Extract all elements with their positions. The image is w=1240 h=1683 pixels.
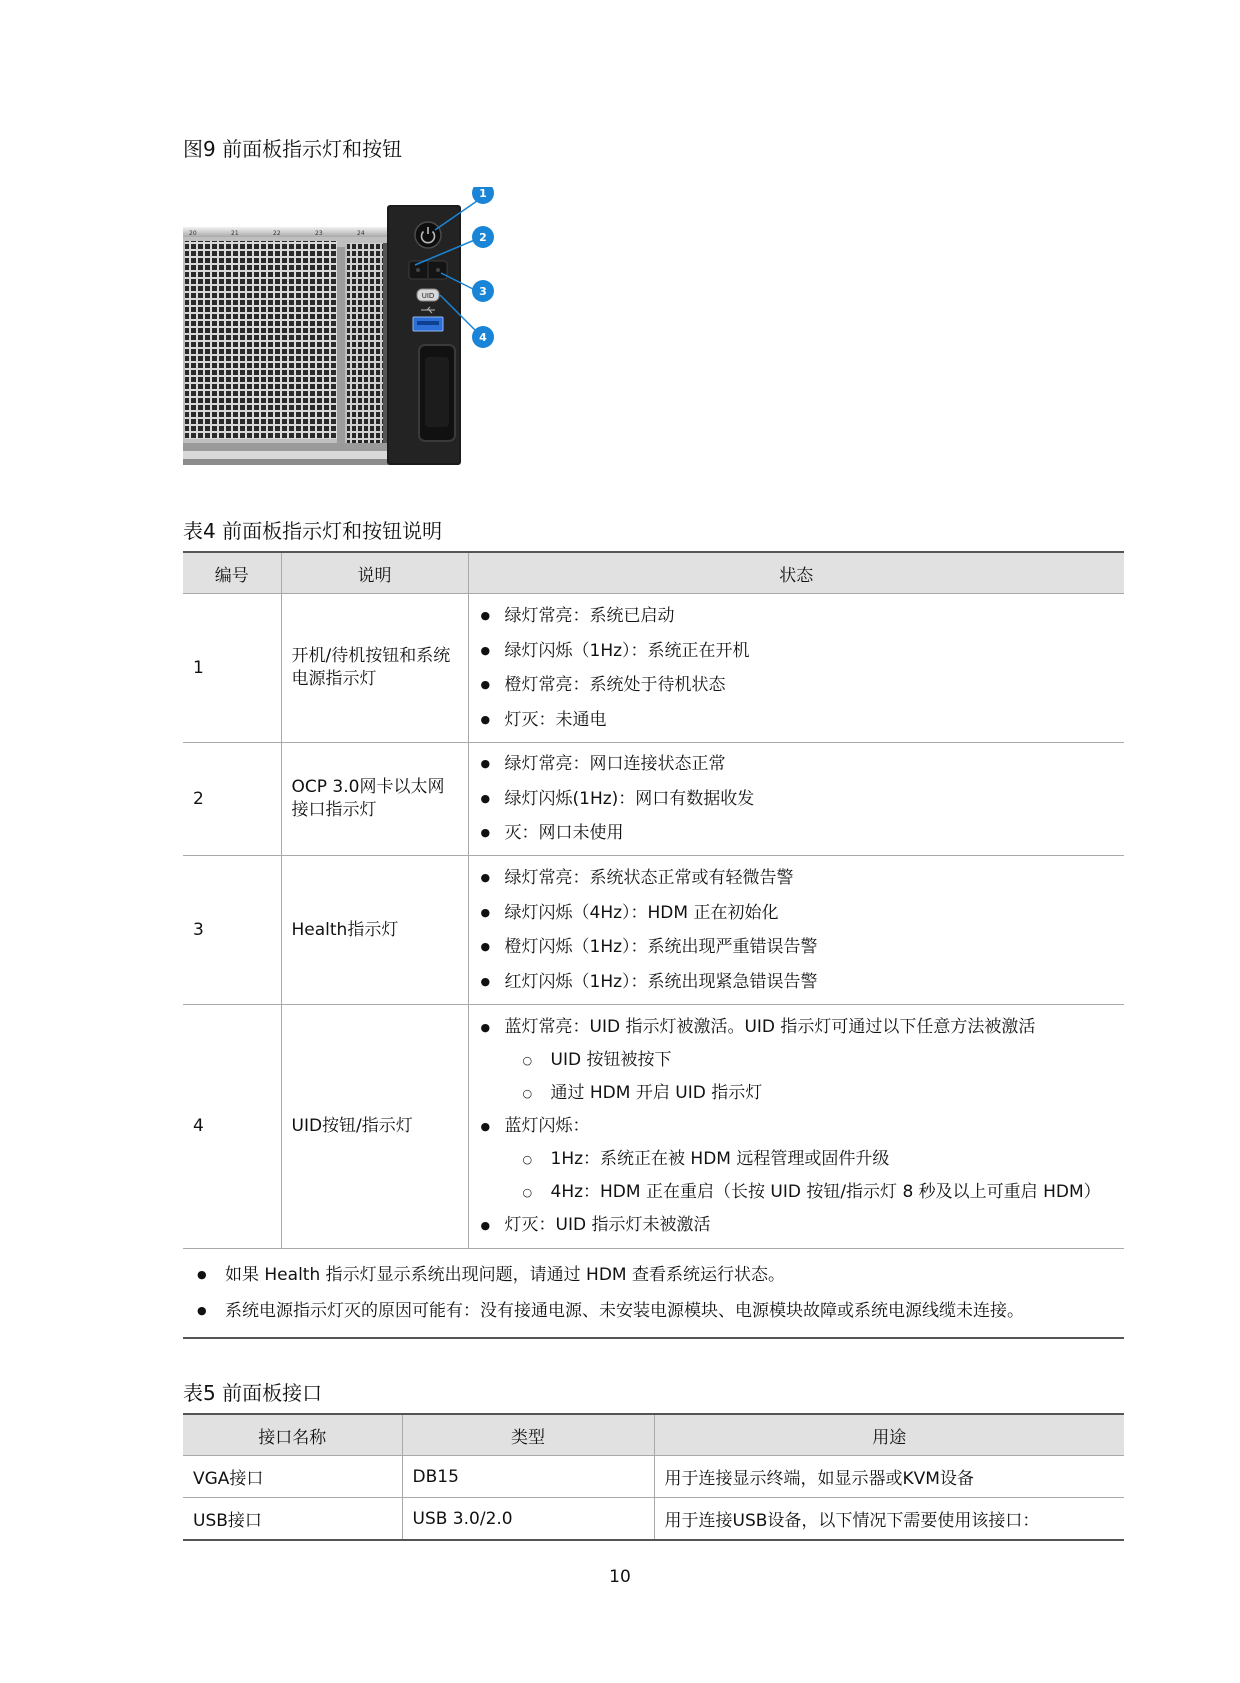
state-subitem: ○ 1Hz：系统正在被 HDM 远程管理或固件升级 — [479, 1143, 1115, 1176]
page-number: 10 — [609, 1567, 631, 1587]
state-item: ● 灯灭：未通电 — [479, 703, 1115, 738]
header-type: 类型 — [402, 1414, 654, 1456]
interface-usage: 用于连接USB设备，以下情况下需要使用该接口： — [654, 1498, 1124, 1541]
svg-text:1: 1 — [479, 187, 487, 200]
bay-label: 20 — [189, 230, 197, 237]
table4-caption: 表4 前面板指示灯和按钮说明 — [183, 519, 443, 543]
table5-caption: 表5 前面板接口 — [183, 1381, 323, 1405]
svg-text:4: 4 — [479, 331, 487, 344]
interface-table — [183, 1413, 1124, 1541]
state-item: ● 灭：网口未使用 — [479, 816, 1115, 851]
row-number: 3 — [183, 856, 281, 1005]
power-button[interactable] — [415, 222, 441, 248]
header-usage: 用途 — [654, 1414, 1124, 1456]
note-item: ● 系统电源指示灯灭的原因可能有：没有接通电源、未安装电源模块、电源模块故障或系统电源线缆未连接。 — [195, 1293, 1112, 1329]
bay-label: 23 — [315, 230, 323, 237]
interface-type: DB15 — [402, 1456, 654, 1498]
row-states — [468, 594, 1124, 743]
figure-caption: 图9 前面板指示灯和按钮 — [183, 137, 403, 161]
table-row — [183, 856, 1124, 1005]
state-item: ● 绿灯常亮：网口连接状态正常 — [479, 747, 1115, 782]
control-panel-ear — [387, 205, 461, 465]
state-item: ● 绿灯闪烁（1Hz）：系统正在开机 — [479, 634, 1115, 669]
table-row — [183, 1498, 1124, 1541]
callout-4 — [472, 326, 494, 348]
state-item: ● 橙灯闪烁（1Hz）：系统出现严重错误告警 — [479, 930, 1115, 965]
state-subitem: ○ 4Hz：HDM 正在重启（长按 UID 按钮/指示灯 8 秒及以上可重启 HDM） — [479, 1176, 1115, 1209]
row-description: Health指示灯 — [281, 856, 468, 1005]
svg-text:2: 2 — [479, 231, 487, 244]
callout-2 — [472, 226, 494, 248]
interface-usage: 用于连接显示终端，如显示器或KVM设备 — [654, 1456, 1124, 1498]
health-icon — [436, 268, 440, 272]
row-number: 1 — [183, 594, 281, 743]
state-item: ● 绿灯闪烁（4Hz）：HDM 正在初始化 — [479, 896, 1115, 931]
table-header-row — [183, 552, 1124, 594]
network-icon — [416, 268, 420, 272]
front-panel-figure — [183, 187, 543, 477]
callout-3 — [472, 280, 494, 302]
table-notes — [183, 1249, 1124, 1339]
state-item: ● 蓝灯闪烁： — [479, 1110, 1115, 1143]
header-state: 状态 — [468, 552, 1124, 594]
bay-label: 22 — [273, 230, 281, 237]
row-states — [468, 743, 1124, 856]
table-row — [183, 1456, 1124, 1498]
indicator-table — [183, 551, 1124, 1339]
interface-type: USB 3.0/2.0 — [402, 1498, 654, 1541]
header-number: 编号 — [183, 552, 281, 594]
row-description: 开机/待机按钮和系统电源指示灯 — [281, 594, 468, 743]
svg-text:3: 3 — [479, 285, 487, 298]
drive-bays — [183, 227, 403, 465]
table-row — [183, 743, 1124, 856]
bay-label: 24 — [357, 230, 365, 237]
state-item: ● 灯灭：UID 指示灯未被激活 — [479, 1209, 1115, 1242]
note-item: ● 如果 Health 指示灯显示系统出现问题，请通过 HDM 查看系统运行状态。 — [195, 1257, 1112, 1293]
table-row — [183, 1005, 1124, 1249]
header-description: 说明 — [281, 552, 468, 594]
row-states — [468, 1005, 1124, 1249]
header-interface-name: 接口名称 — [183, 1414, 402, 1456]
state-item: ● 绿灯常亮：系统状态正常或有轻微告警 — [479, 861, 1115, 896]
state-item: ● 蓝灯常亮：UID 指示灯被激活。UID 指示灯可通过以下任意方法被激活 — [479, 1011, 1115, 1044]
table-header-row — [183, 1414, 1124, 1456]
interface-name: VGA接口 — [183, 1456, 402, 1498]
uid-button[interactable] — [417, 289, 439, 301]
interface-name: USB接口 — [183, 1498, 402, 1541]
table-row — [183, 594, 1124, 743]
row-number: 4 — [183, 1005, 281, 1249]
state-subitem: ○ UID 按钮被按下 — [479, 1044, 1115, 1077]
row-description: UID按钮/指示灯 — [281, 1005, 468, 1249]
state-item: ● 红灯闪烁（1Hz）：系统出现紧急错误告警 — [479, 965, 1115, 1000]
uid-label: UID — [421, 292, 435, 300]
row-states — [468, 856, 1124, 1005]
row-description: OCP 3.0网卡以太网接口指示灯 — [281, 743, 468, 856]
state-item: ● 绿灯常亮：系统已启动 — [479, 599, 1115, 634]
table-notes-row — [183, 1249, 1124, 1339]
state-item: ● 绿灯闪烁(1Hz)：网口有数据收发 — [479, 782, 1115, 817]
row-number: 2 — [183, 743, 281, 856]
state-item: ● 橙灯常亮：系统处于待机状态 — [479, 668, 1115, 703]
bay-label: 21 — [231, 230, 239, 237]
state-subitem: ○ 通过 HDM 开启 UID 指示灯 — [479, 1077, 1115, 1110]
